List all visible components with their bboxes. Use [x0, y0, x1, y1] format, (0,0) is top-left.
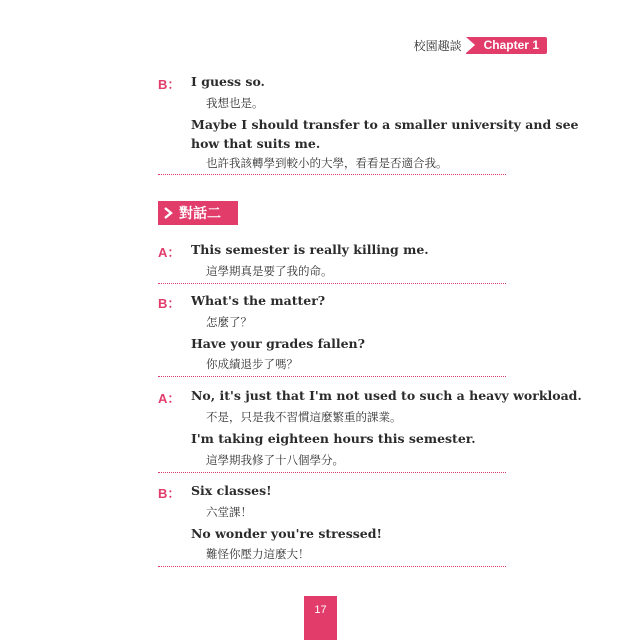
english-line: This semester is really killing me.	[191, 242, 429, 257]
dotted-divider	[158, 566, 506, 567]
chevron-right-icon	[164, 207, 173, 219]
chapter-tab: Chapter 1	[466, 37, 547, 54]
dotted-divider	[158, 174, 506, 175]
dotted-divider	[158, 283, 506, 284]
chinese-translation: 不是，只是我不習慣這麼繁重的課業。	[206, 410, 402, 424]
english-line: No wonder you're stressed!	[191, 526, 382, 541]
speaker-label: B：	[158, 77, 181, 92]
chinese-translation: 我想也是。	[206, 96, 264, 110]
page-number: 17	[304, 596, 337, 640]
section-label	[158, 201, 238, 225]
english-line: how that suits me.	[191, 136, 321, 151]
english-line: Six classes!	[191, 483, 272, 498]
chinese-translation: 難怪你壓力這麼大！	[206, 547, 310, 561]
running-header	[414, 37, 547, 54]
speaker-label: B：	[158, 486, 181, 501]
chinese-translation: 也許我該轉學到較小的大學，看看是否適合我。	[206, 156, 448, 170]
section-title: 對話二	[179, 206, 221, 222]
header-section-title: 校園趣談	[413, 39, 462, 53]
dotted-divider	[158, 472, 506, 473]
chinese-translation: 怎麼了？	[206, 315, 252, 329]
chinese-translation: 這學期我修了十八個學分。	[206, 453, 344, 467]
english-line: No, it's just that I'm not used to such a heavy workload.	[191, 388, 582, 403]
english-line: What's the matter?	[191, 293, 326, 308]
speaker-label: B：	[158, 296, 181, 311]
chinese-translation: 你成績退步了嗎？	[206, 357, 298, 371]
english-line: I'm taking eighteen hours this semester.	[191, 431, 476, 446]
english-line: Maybe I should transfer to a smaller university and see	[191, 117, 579, 132]
chinese-translation: 這學期真是要了我的命。	[206, 264, 333, 278]
speaker-label: A：	[158, 245, 181, 260]
speaker-label: A：	[158, 391, 181, 406]
dotted-divider	[158, 376, 506, 377]
english-line: Have your grades fallen?	[191, 336, 365, 351]
english-line: I guess so.	[191, 74, 265, 89]
chinese-translation: 六堂課！	[206, 505, 252, 519]
